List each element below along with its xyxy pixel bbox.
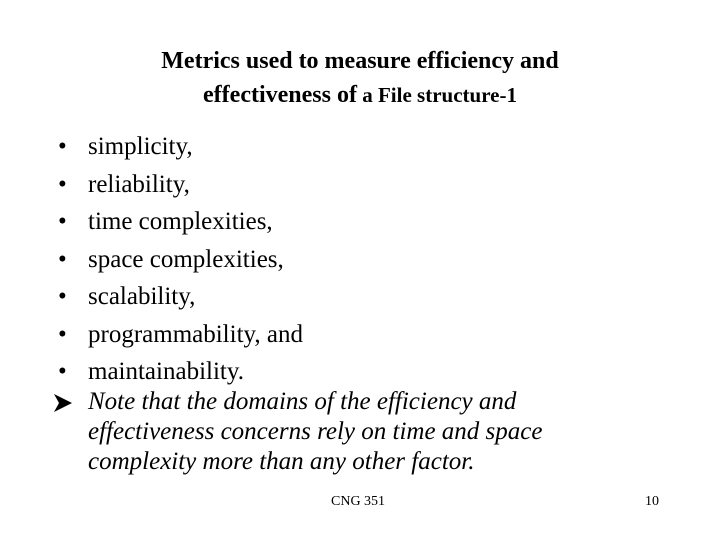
- list-item-text: scalability,: [88, 283, 196, 310]
- list-item-text: maintainability.: [88, 358, 244, 385]
- list-item-text: time complexities,: [88, 208, 273, 235]
- note-paragraph: [52, 387, 612, 477]
- bullet-icon: •: [58, 320, 67, 348]
- list-item-text: space complexities,: [88, 245, 284, 273]
- title-line-2-main: effectiveness of: [203, 82, 357, 108]
- list-item: [58, 203, 303, 241]
- list-item-text: simplicity,: [88, 133, 193, 160]
- list-item: [58, 241, 303, 279]
- bullet-icon: •: [58, 358, 67, 385]
- note-text: Note that the domains of the efficiency and effectiveness concerns rely on time and space complexity more than any other factor.: [88, 388, 543, 475]
- metrics-list: [58, 128, 303, 391]
- title-line-2: [0, 78, 720, 112]
- page-number: 10: [645, 494, 659, 509]
- list-item: [58, 166, 303, 204]
- list-item: [58, 278, 303, 316]
- list-item: [58, 353, 303, 391]
- footer-course: CNG 351: [331, 494, 386, 509]
- bullet-icon: •: [58, 208, 67, 235]
- title-line-1: Metrics used to measure efficiency and: [161, 48, 559, 74]
- slide-title: [0, 44, 720, 112]
- bullet-icon: •: [58, 283, 67, 310]
- bullet-icon: •: [58, 245, 67, 273]
- title-line-2-small: a File structure-1: [356, 83, 517, 107]
- list-item-text: programmability, and: [88, 320, 303, 348]
- bullet-icon: •: [58, 170, 67, 198]
- bullet-icon: •: [58, 133, 67, 160]
- list-item: [58, 128, 303, 166]
- list-item: [58, 316, 303, 354]
- list-item-text: reliability,: [88, 170, 190, 198]
